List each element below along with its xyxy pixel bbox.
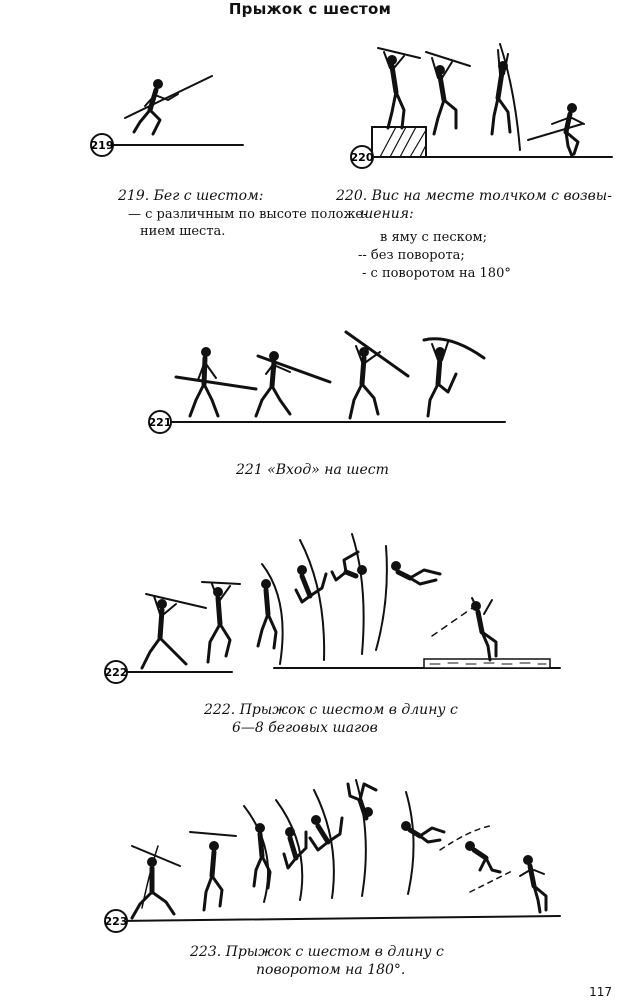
vaulter-figure bbox=[132, 846, 180, 918]
caption-219-line: нием шеста. bbox=[140, 224, 226, 239]
caption-222-line1: 222. Прыжок с шестом в длину с bbox=[204, 702, 458, 718]
caption-223-line1: 223. Прыжок с шестом в длину с bbox=[190, 944, 444, 960]
vaulter-figure bbox=[401, 792, 444, 894]
vaulter-figure bbox=[190, 832, 236, 910]
ground-line bbox=[116, 916, 560, 921]
vaulter-figure bbox=[348, 780, 376, 896]
vaulter-figure bbox=[440, 826, 500, 872]
vaulter-figure bbox=[276, 800, 306, 900]
svg-text:219: 219 bbox=[90, 139, 114, 152]
caption-219-line: — с различным по высоте положе- bbox=[128, 207, 368, 222]
vaulter-figure bbox=[470, 855, 546, 912]
caption-220-title: 220. Вис на месте толчком с возвы- bbox=[336, 188, 612, 204]
svg-text:220: 220 bbox=[350, 151, 374, 164]
vaulter-figure bbox=[310, 790, 342, 898]
page-number: 117 bbox=[589, 985, 612, 999]
caption-220-line: в яму с песком; bbox=[380, 230, 488, 245]
caption-220-line: -- без поворота; bbox=[358, 248, 465, 263]
caption-220-line: - с поворотом на 180° bbox=[362, 266, 511, 281]
svg-text:221: 221 bbox=[148, 416, 172, 429]
svg-text:222: 222 bbox=[104, 666, 128, 679]
figure-badge bbox=[105, 910, 128, 932]
page-title: Прыжок с шестом bbox=[228, 0, 392, 18]
caption-221: 221 «Вход» на шест bbox=[236, 462, 389, 478]
caption-223-line2: поворотом на 180°. bbox=[256, 962, 406, 978]
vaulter-figure bbox=[244, 806, 270, 902]
caption-220-title-cont: шения: bbox=[360, 206, 414, 222]
caption-222-line2: 6—8 беговых шагов bbox=[232, 720, 378, 736]
svg-text:223: 223 bbox=[104, 915, 128, 928]
caption-219-title: 219. Бег с шестом: bbox=[118, 188, 264, 204]
